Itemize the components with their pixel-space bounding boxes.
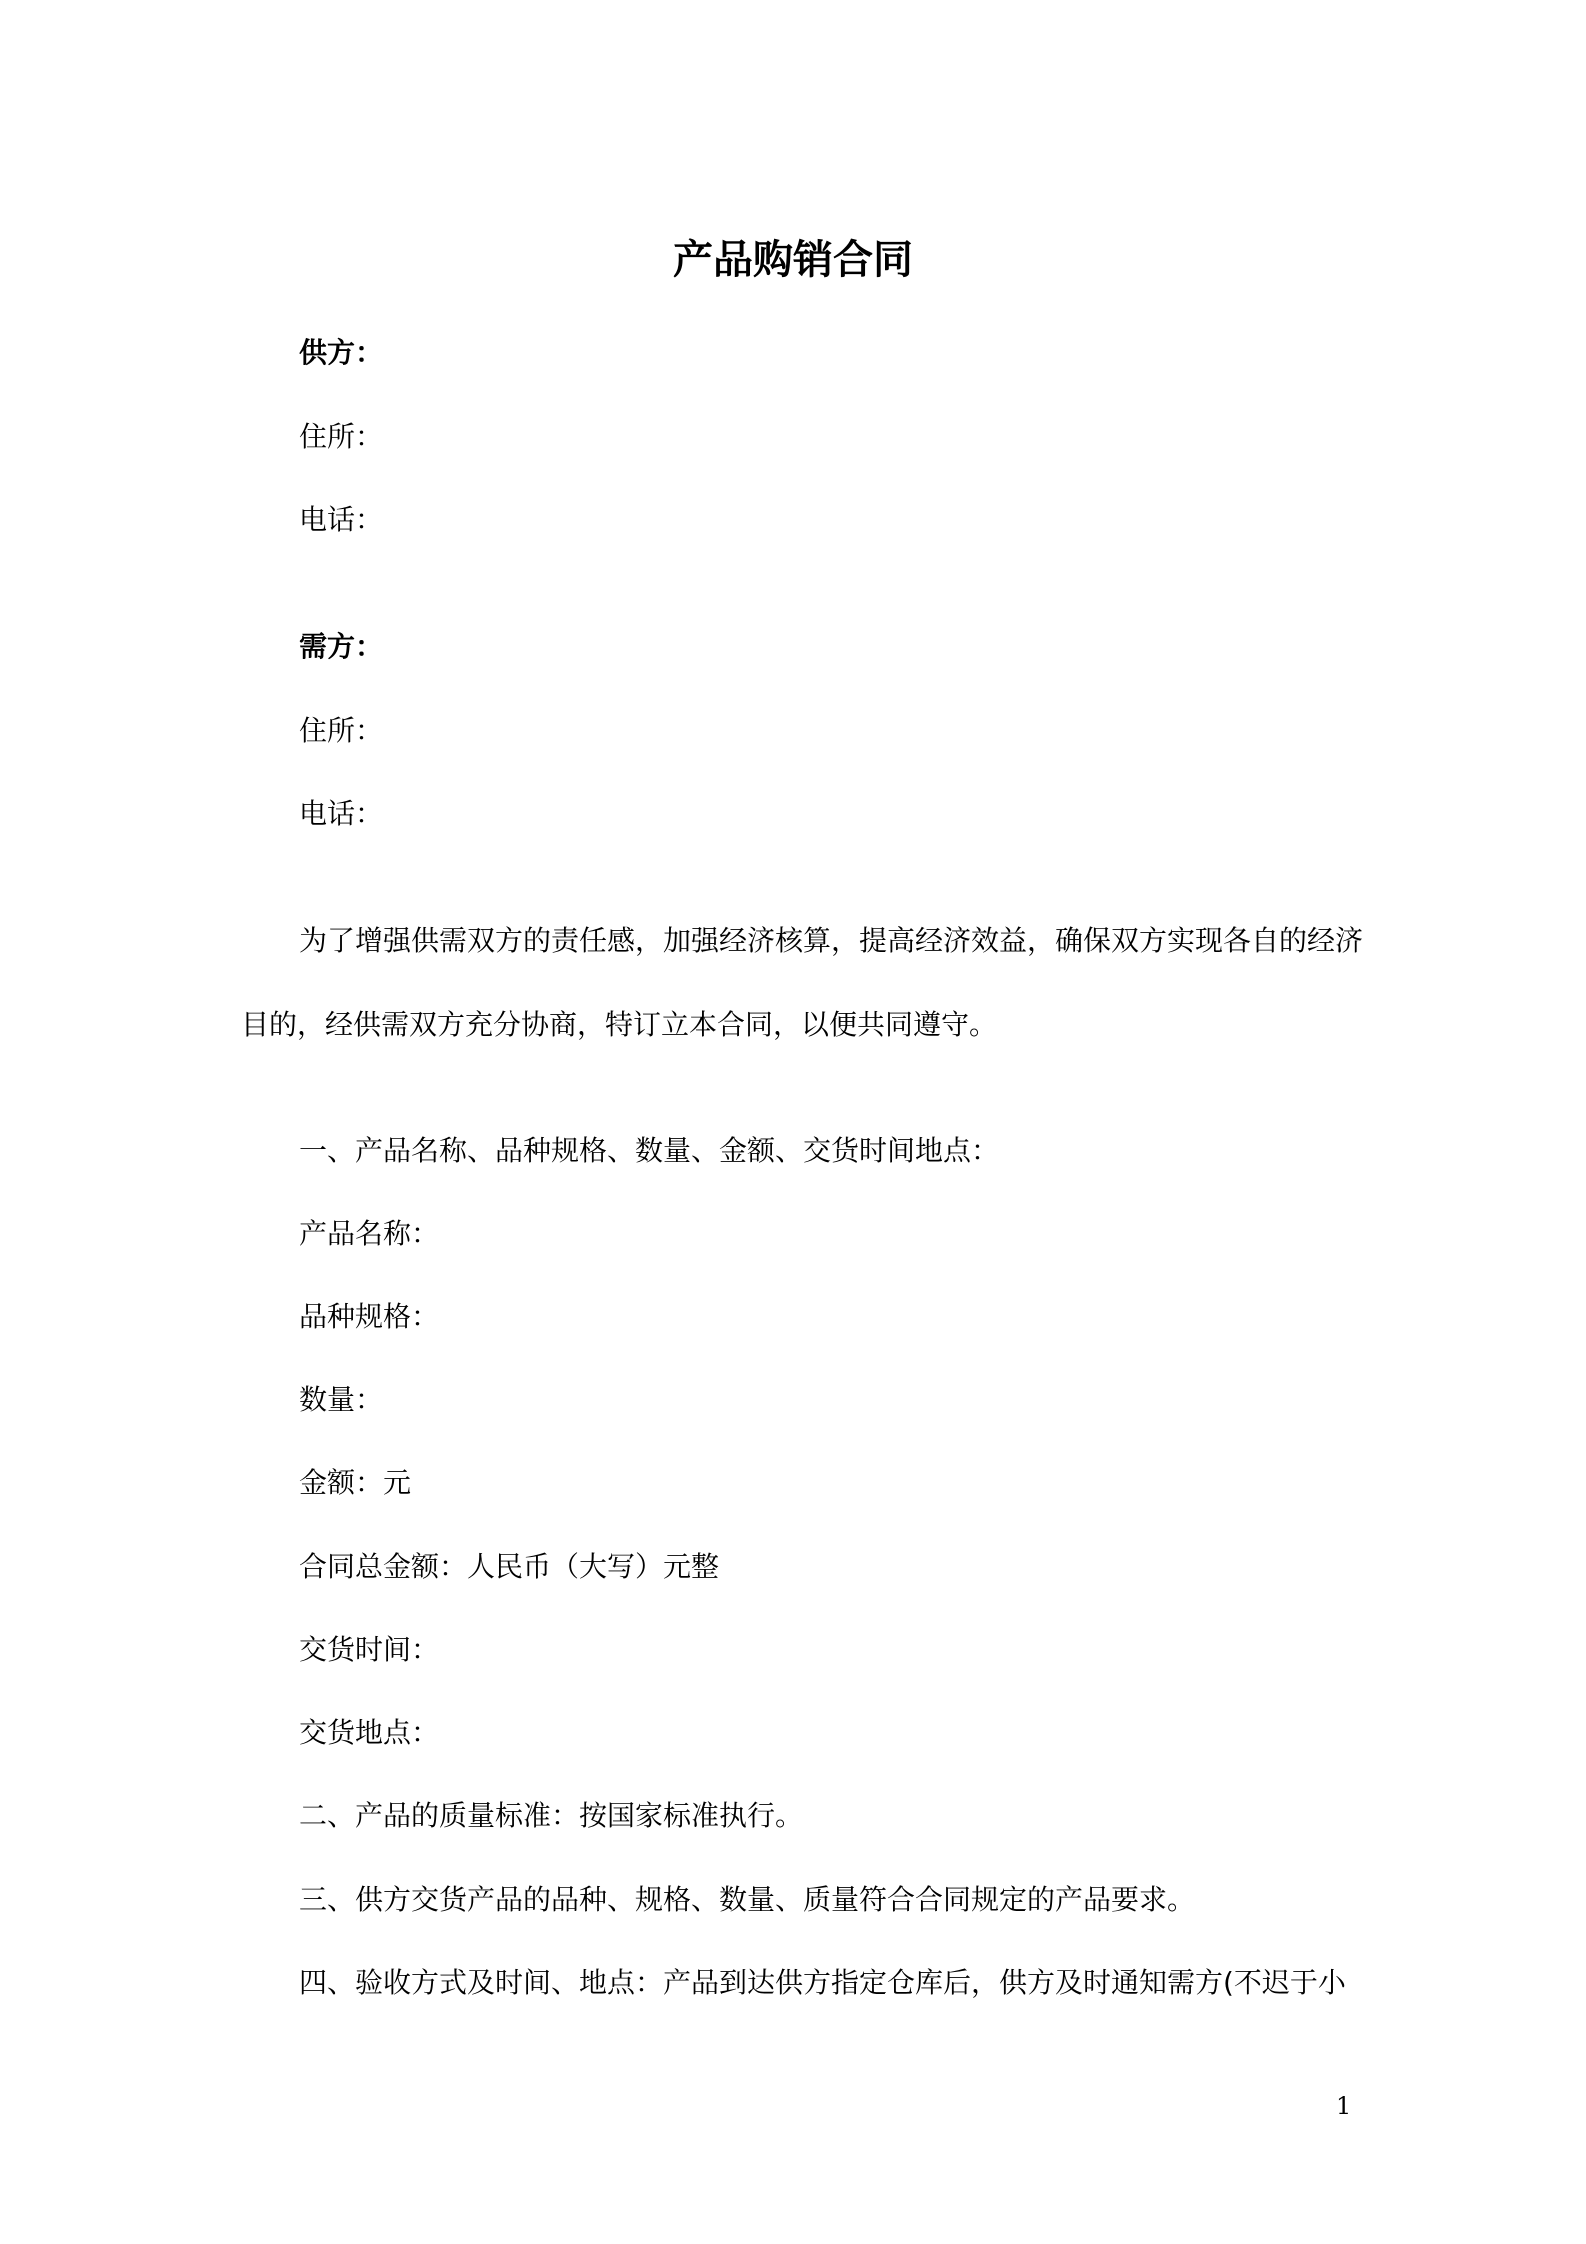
delivery-time-field: 交货时间：	[299, 1633, 440, 1666]
spec-field: 品种规格：	[299, 1300, 440, 1333]
section3-text: 三、供方交货产品的品种、规格、数量、质量符合合同规定的产品要求。	[299, 1883, 1196, 1916]
quantity-field: 数量：	[299, 1383, 384, 1416]
document-title: 产品购销合同	[673, 237, 913, 283]
intro-line-2: 目的，经供需双方充分协商，特订立本合同，以便共同遵守。	[241, 1008, 998, 1041]
product-name-field: 产品名称：	[299, 1217, 440, 1250]
buyer-phone: 电话：	[299, 797, 384, 830]
supplier-label: 供方：	[299, 336, 384, 369]
intro-line-1: 为了增强供需双方的责任感，加强经济核算，提高经济效益，确保双方实现各自的经济	[299, 924, 1364, 957]
delivery-place-field: 交货地点：	[299, 1716, 440, 1749]
total-amount-field: 合同总金额：人民币（大写）元整	[299, 1550, 720, 1583]
page-number: 1	[1336, 2092, 1352, 2120]
section4-text: 四、验收方式及时间、地点：产品到达供方指定仓库后，供方及时通知需方(不迟于小	[299, 1966, 1346, 1999]
amount-field: 金额：元	[299, 1466, 412, 1499]
buyer-label: 需方：	[299, 630, 384, 663]
section2-text: 二、产品的质量标准：按国家标准执行。	[299, 1799, 804, 1832]
supplier-address: 住所：	[299, 420, 384, 453]
supplier-phone: 电话：	[299, 503, 384, 536]
buyer-address: 住所：	[299, 714, 384, 747]
section1-heading: 一、产品名称、品种规格、数量、金额、交货时间地点：	[299, 1134, 1000, 1167]
